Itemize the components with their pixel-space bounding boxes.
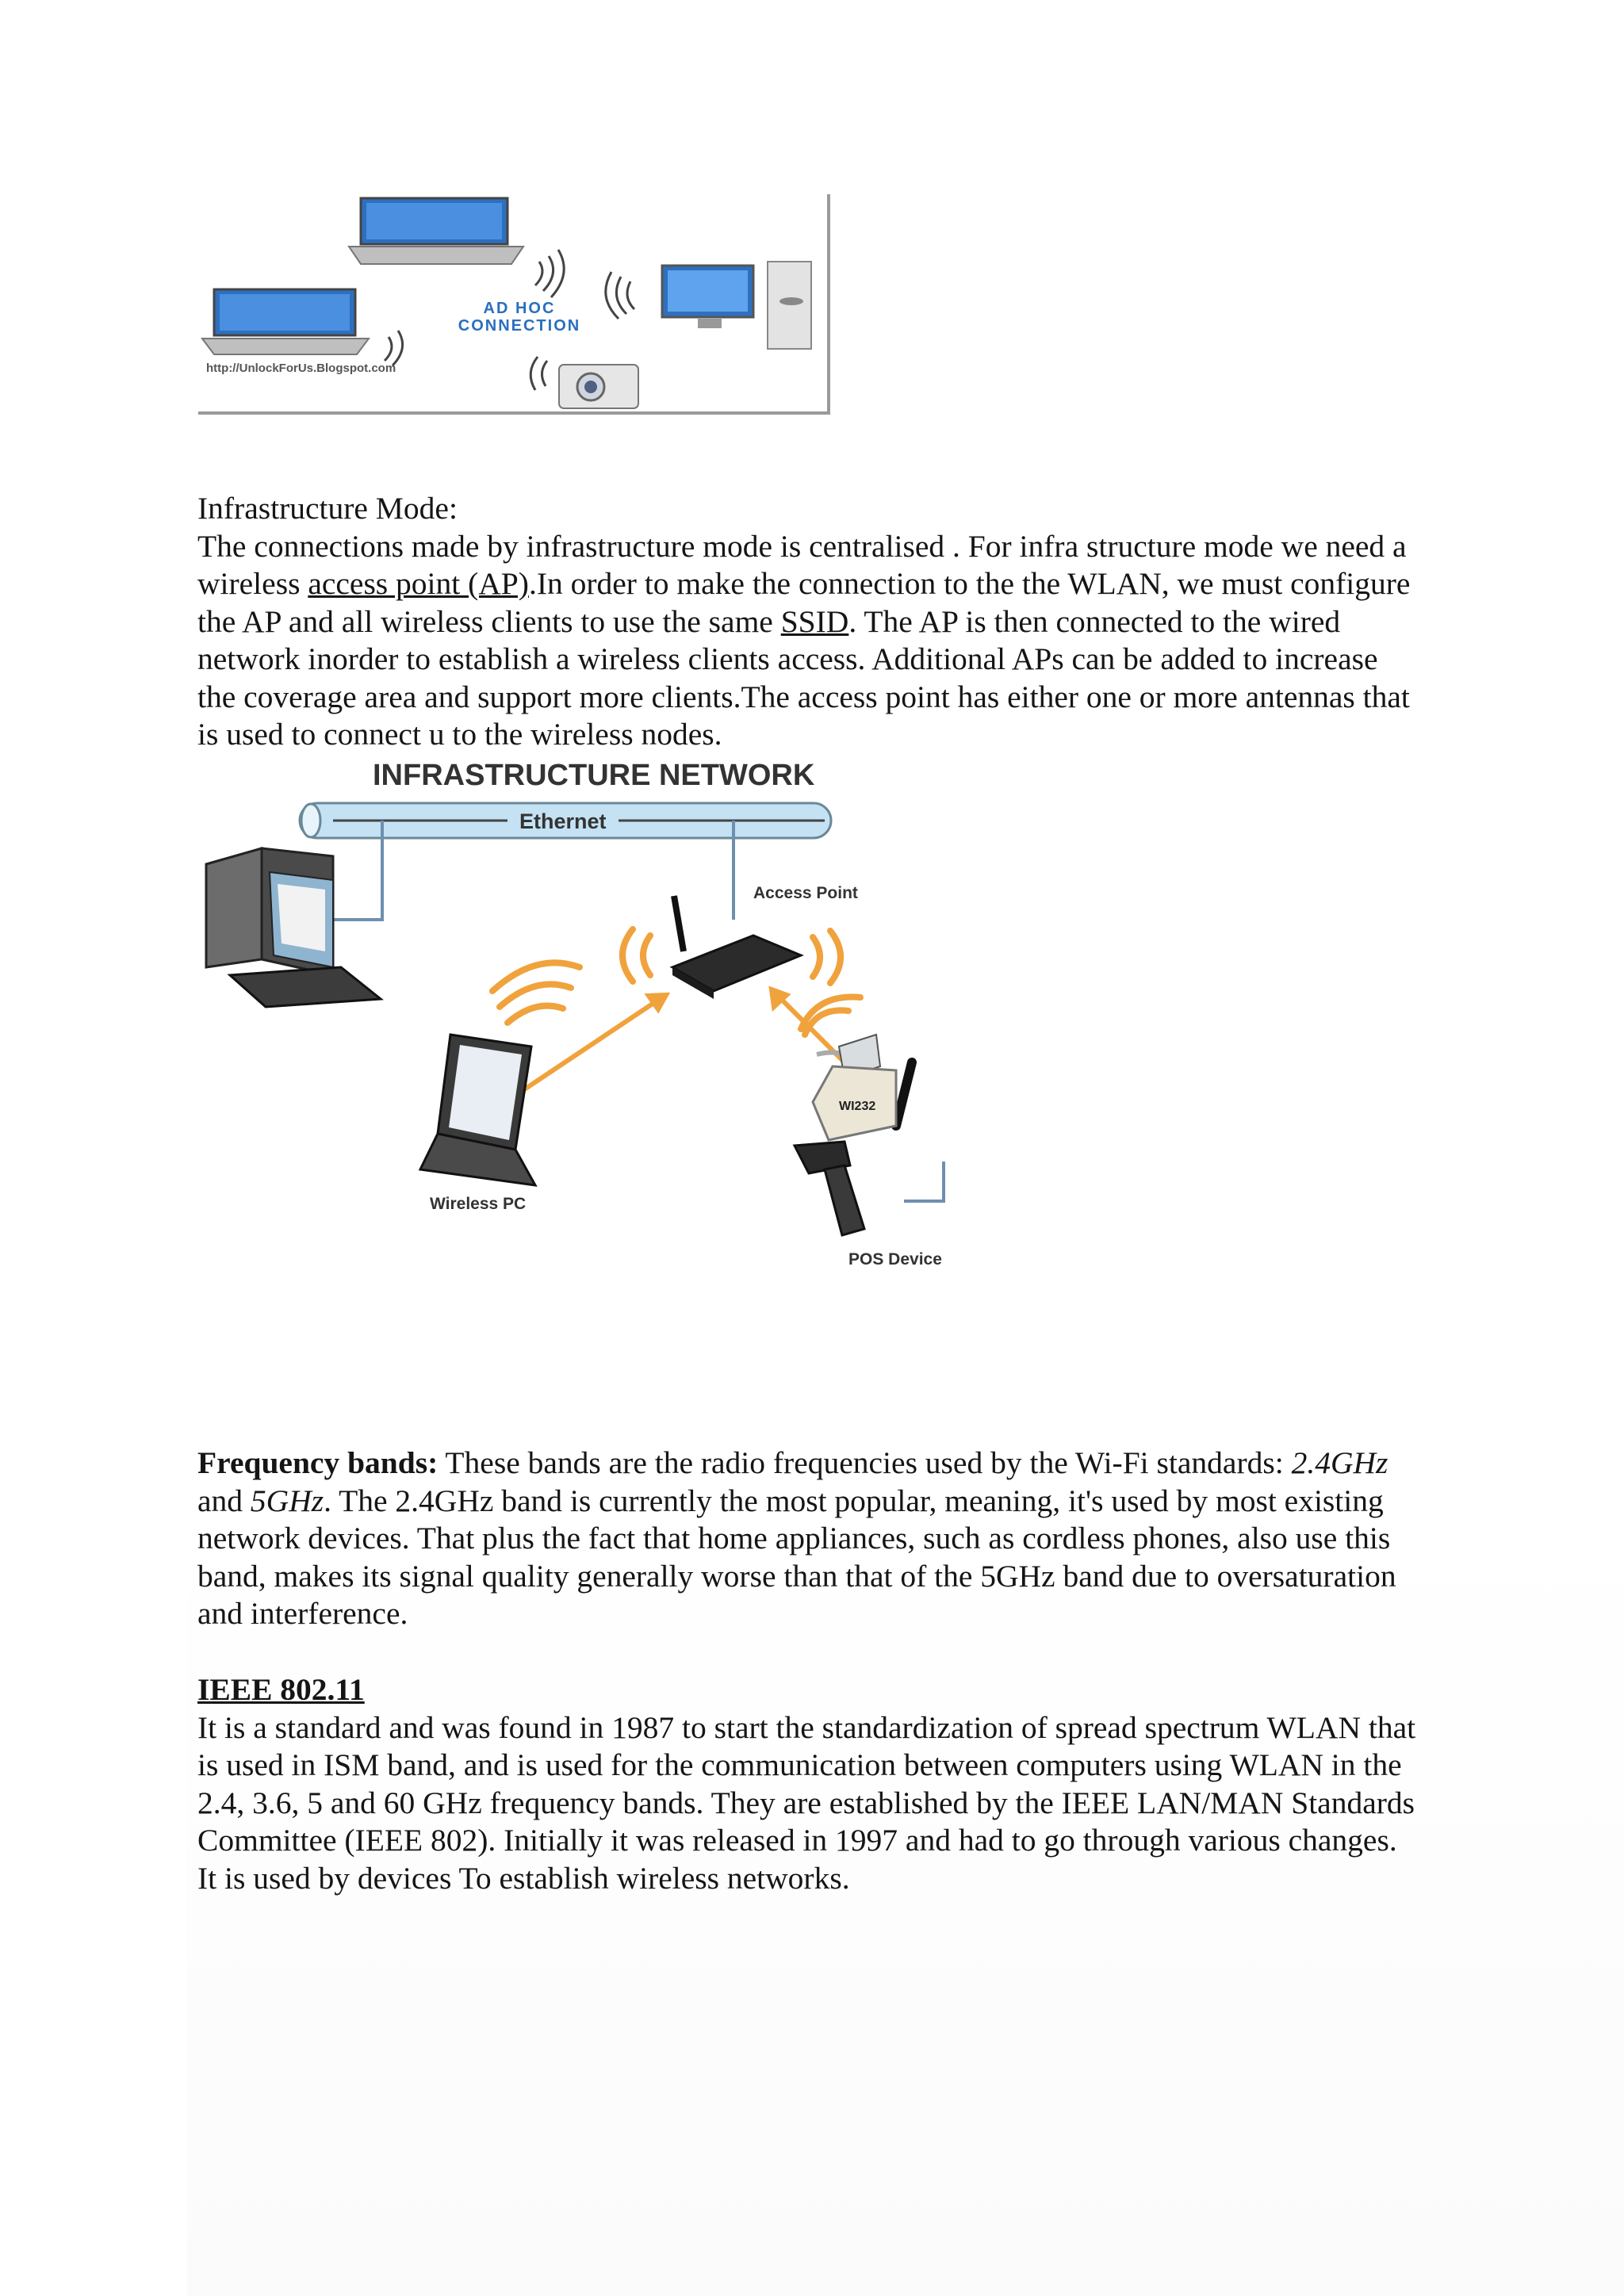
desktop-pc-icon (206, 848, 381, 1007)
infrastructure-section (197, 490, 1419, 754)
laptop-left-icon (202, 289, 369, 354)
barcode-scanner-icon (795, 1142, 864, 1235)
wi232-device-icon (813, 1035, 912, 1140)
laptop-top-icon (349, 198, 523, 264)
ssid-link[interactable]: SSID (780, 603, 849, 639)
pos-device-label: POS Device (848, 1250, 942, 1269)
wireless-laptop-icon (420, 1035, 535, 1185)
frequency-paragraph (197, 1445, 1419, 1633)
ethernet-label: Ethernet (519, 809, 607, 833)
adhoc-watermark: http://UnlockForUs.Blogspot.com (206, 362, 396, 375)
frequency-lead: Frequency bands: (197, 1445, 439, 1480)
wireless-pc-label: Wireless PC (430, 1195, 527, 1213)
ieee-heading: IEEE 802.11 (197, 1672, 365, 1707)
adhoc-connection-figure (198, 194, 833, 416)
adhoc-caption-line2: CONNECTION (458, 317, 581, 335)
ieee-section (197, 1671, 1419, 1897)
camera-icon (559, 365, 638, 408)
infrastructure-paragraph (197, 528, 1419, 754)
access-point-router-icon (672, 896, 801, 999)
infrastructure-network-figure (198, 753, 1063, 1276)
adhoc-caption-line1: AD HOC (483, 300, 556, 317)
infrastructure-text-3: . The AP is then connected to the wired network inorder to establish a wireless clients access. Additional APs can be added to increase the coverage area and support more clients.The access point has either one or more antennas that is used to connect u to the wireless nodes. (197, 603, 1410, 752)
frequency-bands-section (197, 1445, 1419, 1633)
band-2-4ghz: 2.4GHz (1291, 1445, 1388, 1480)
infrastructure-text-1: The connections made by infrastructure mode is centralised . For infra structure mode we need a wireless (197, 528, 1407, 601)
frequency-text-1: These bands are the radio frequencies used by the Wi-Fi standards: (438, 1445, 1292, 1480)
infrastructure-heading: Infrastructure Mode: (197, 491, 458, 526)
access-point-label: Access Point (753, 884, 858, 902)
infrastructure-text-2: .In order to make the connection to the the WLAN, we must configure the AP and all wireless clients to use the same (197, 566, 1411, 639)
infra-figure-title: INFRASTRUCTURE NETWORK (373, 759, 815, 792)
frequency-and: and (197, 1483, 251, 1518)
access-point-link[interactable]: access point (AP) (308, 566, 529, 601)
frequency-text-2: . The 2.4GHz band is currently the most popular, meaning, it's used by most existing network devices. That plus the fact that home appliances, such as cordless phones, also use this band, makes its signal quality generally worse than that of the 5GHz band due to oversaturation and interference. (197, 1483, 1396, 1631)
wi232-label: WI232 (839, 1100, 876, 1113)
signal-waves-icon (492, 929, 860, 1035)
ieee-paragraph: It is a standard and was found in 1987 to start the standardization of spread spectrum WLAN that is used in ISM band, and is used for the communication between computers using WLAN in the 2.4, 3.6, 5 and 60 GHz frequency bands. They are established by the IEEE LAN/MAN Standards Committee (IEEE 802). Initially it was released in 1997 and had to go through various changes. It is used by devices To establish wireless networks. (197, 1709, 1416, 1896)
band-5ghz: 5GHz (250, 1483, 324, 1518)
